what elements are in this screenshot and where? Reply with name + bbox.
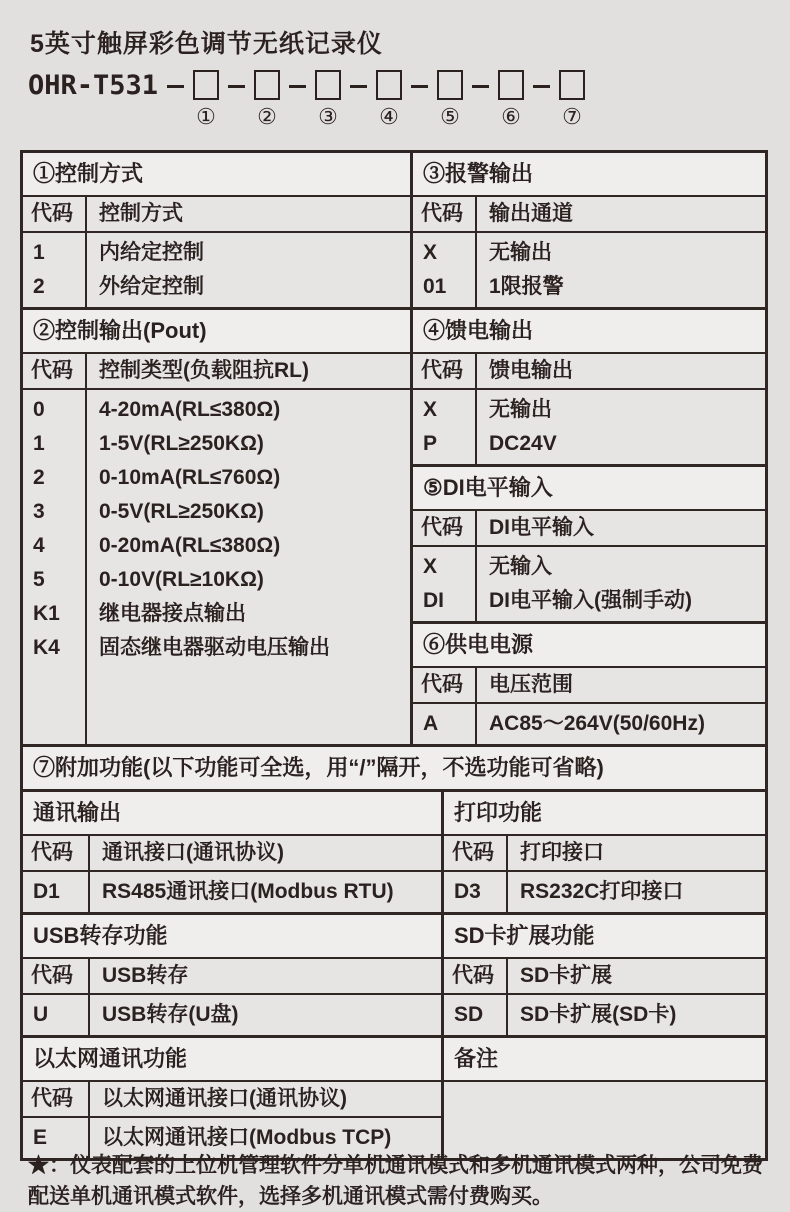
description-column bbox=[477, 547, 765, 621]
section-comm-output bbox=[23, 792, 441, 912]
code-header-cell: 代码 bbox=[413, 354, 477, 388]
code-cell: 5 bbox=[33, 568, 45, 591]
model-ordering-code bbox=[28, 70, 585, 129]
model-slot-box bbox=[254, 70, 280, 100]
description-column bbox=[90, 995, 441, 1035]
footnote: ★：仪表配套的上位机管理软件分单机通讯模式和多机通讯模式两种，公司免费配送单机通讯模式软件，选择多机通讯模式需付费购买。 bbox=[28, 1154, 763, 1208]
section-body bbox=[413, 233, 765, 307]
section-feed-output bbox=[413, 307, 765, 464]
section-sd-function bbox=[444, 912, 765, 1035]
section-remark bbox=[444, 1035, 765, 1158]
model-slot-6 bbox=[498, 70, 524, 129]
code-header-cell: 代码 bbox=[444, 959, 508, 993]
section-title: ③报警输出 bbox=[413, 153, 765, 197]
main-left-column bbox=[23, 153, 413, 744]
code-cell: A bbox=[423, 712, 439, 735]
section-subheader bbox=[413, 354, 765, 390]
extra-left-column bbox=[23, 792, 444, 1158]
description-cell: 1限报警 bbox=[489, 275, 564, 298]
code-cell: 01 bbox=[423, 275, 447, 298]
code-column bbox=[413, 547, 477, 621]
section-subheader bbox=[23, 1082, 441, 1118]
position-number: ⑤ bbox=[440, 104, 460, 129]
section-body bbox=[413, 390, 765, 464]
description-column bbox=[508, 995, 765, 1035]
label-header-cell: 打印接口 bbox=[520, 841, 604, 864]
section-title: ⑥供电电源 bbox=[413, 624, 765, 668]
section-control-mode bbox=[23, 153, 410, 307]
label-header-cell: 馈电输出 bbox=[489, 359, 573, 382]
description-column bbox=[508, 872, 765, 912]
description-cell: 4-20mA(RL≤380Ω) bbox=[99, 398, 281, 421]
section-subheader bbox=[413, 197, 765, 233]
label-header-cell: 电压范围 bbox=[489, 673, 573, 696]
model-slot-5 bbox=[437, 70, 463, 129]
model-slot-2 bbox=[254, 70, 280, 129]
section-alarm-output bbox=[413, 153, 765, 307]
section-body bbox=[23, 872, 441, 912]
section-extra-functions-header: ⑦附加功能(以下功能可全选，用“/”隔开，不选功能可省略) bbox=[23, 744, 765, 792]
code-cell: U bbox=[33, 1003, 49, 1026]
code-cell: 4 bbox=[33, 534, 45, 557]
section-ethernet-function bbox=[23, 1035, 441, 1158]
label-header-cell: 通讯接口(通讯协议) bbox=[102, 841, 284, 864]
code-header-cell: 代码 bbox=[23, 959, 90, 993]
description-cell: RS485通讯接口(Modbus RTU) bbox=[102, 880, 394, 903]
code-header-cell: 代码 bbox=[23, 354, 87, 388]
code-header-cell: 代码 bbox=[444, 836, 508, 870]
description-column bbox=[477, 390, 765, 464]
section-title: ①控制方式 bbox=[23, 153, 410, 197]
main-right-column bbox=[413, 153, 765, 744]
code-cell: 3 bbox=[33, 500, 45, 523]
section-usb-function bbox=[23, 912, 441, 1035]
code-cell: K4 bbox=[33, 636, 60, 659]
dash-separator bbox=[350, 85, 367, 88]
label-header-cell: 以太网通讯接口(通讯协议) bbox=[102, 1087, 347, 1110]
dash-separator bbox=[472, 85, 489, 88]
code-cell: 1 bbox=[33, 241, 45, 264]
section-subheader bbox=[23, 354, 410, 390]
code-column bbox=[23, 390, 87, 744]
code-header-cell: 代码 bbox=[23, 1082, 90, 1116]
model-slot-box bbox=[376, 70, 402, 100]
description-cell: 无输出 bbox=[489, 241, 552, 264]
code-column bbox=[444, 995, 508, 1035]
model-slot-box bbox=[193, 70, 219, 100]
dash-separator bbox=[411, 85, 428, 88]
label-header-cell: SD卡扩展 bbox=[520, 964, 613, 987]
section-body bbox=[23, 390, 410, 744]
position-number: ③ bbox=[318, 104, 338, 129]
section-body bbox=[23, 995, 441, 1035]
position-number: ⑥ bbox=[501, 104, 521, 129]
section-title: 通讯输出 bbox=[23, 792, 441, 836]
model-prefix: OHR-T531 bbox=[28, 70, 159, 101]
model-slot-box bbox=[315, 70, 341, 100]
section-subheader bbox=[444, 836, 765, 872]
code-cell: SD bbox=[454, 1003, 484, 1026]
code-header-cell: 代码 bbox=[413, 511, 477, 545]
section-power-supply bbox=[413, 621, 765, 744]
dash-separator bbox=[167, 85, 184, 88]
section-title: 以太网通讯功能 bbox=[23, 1038, 441, 1082]
description-cell: 0-20mA(RL≤380Ω) bbox=[99, 534, 281, 557]
model-slot-4 bbox=[376, 70, 402, 129]
description-cell: 继电器接点输出 bbox=[99, 602, 246, 625]
section-subheader bbox=[444, 959, 765, 995]
section-body bbox=[23, 233, 410, 307]
description-cell: 0-10V(RL≥10KΩ) bbox=[99, 568, 264, 591]
section-title: ②控制输出(Pout) bbox=[23, 310, 410, 354]
section-title: USB转存功能 bbox=[23, 915, 441, 959]
position-number: ④ bbox=[379, 104, 399, 129]
description-cell: 0-5V(RL≥250KΩ) bbox=[99, 500, 264, 523]
description-cell: 内给定控制 bbox=[99, 241, 204, 264]
section-subheader bbox=[23, 836, 441, 872]
description-column bbox=[477, 233, 765, 307]
model-slot-box bbox=[498, 70, 524, 100]
label-header-cell: 输出通道 bbox=[489, 202, 573, 225]
description-cell: 固态继电器驱动电压输出 bbox=[99, 636, 330, 659]
description-cell: USB转存(U盘) bbox=[102, 1003, 239, 1026]
code-header-cell: 代码 bbox=[23, 197, 87, 231]
position-number: ⑦ bbox=[562, 104, 582, 129]
code-cell: X bbox=[423, 555, 438, 578]
code-column bbox=[413, 704, 477, 744]
description-column bbox=[90, 872, 441, 912]
section-body bbox=[444, 872, 765, 912]
code-cell: 0 bbox=[33, 398, 45, 421]
description-cell: RS232C打印接口 bbox=[520, 880, 684, 903]
code-column bbox=[23, 233, 87, 307]
section-title: 打印功能 bbox=[444, 792, 765, 836]
model-selection-table bbox=[20, 150, 768, 1161]
code-header-cell: 代码 bbox=[23, 836, 90, 870]
code-cell: 2 bbox=[33, 275, 45, 298]
dash-separator bbox=[533, 85, 550, 88]
code-cell: 2 bbox=[33, 466, 45, 489]
extra-right-column bbox=[444, 792, 765, 1158]
code-column bbox=[23, 995, 90, 1035]
label-header-cell: DI电平输入 bbox=[489, 516, 594, 539]
position-number: ② bbox=[257, 104, 277, 129]
description-cell: DC24V bbox=[489, 432, 557, 455]
section-print-function bbox=[444, 792, 765, 912]
section-title: 备注 bbox=[444, 1038, 765, 1082]
section-body bbox=[444, 995, 765, 1035]
code-cell: X bbox=[423, 398, 438, 421]
code-header-cell: 代码 bbox=[413, 197, 477, 231]
main-region bbox=[23, 153, 765, 744]
description-cell: 1-5V(RL≥250KΩ) bbox=[99, 432, 264, 455]
section-title: ④馈电输出 bbox=[413, 310, 765, 354]
description-cell: AC85～264V(50/60Hz) bbox=[489, 712, 705, 735]
model-slot-box bbox=[559, 70, 585, 100]
position-number: ① bbox=[196, 104, 216, 129]
section-subheader bbox=[413, 511, 765, 547]
model-slot-7 bbox=[559, 70, 585, 129]
description-cell: 以太网通讯接口(Modbus TCP) bbox=[102, 1126, 392, 1149]
description-cell: 无输出 bbox=[489, 398, 552, 421]
section-title: ⑤DI电平输入 bbox=[413, 467, 765, 511]
section-body bbox=[413, 704, 765, 744]
code-cell: X bbox=[423, 241, 438, 264]
code-cell: DI bbox=[423, 589, 444, 612]
code-header-cell: 代码 bbox=[413, 668, 477, 702]
description-cell: 0-10mA(RL≤760Ω) bbox=[99, 466, 281, 489]
dash-separator bbox=[228, 85, 245, 88]
model-slot-3 bbox=[315, 70, 341, 129]
description-cell: 外给定控制 bbox=[99, 275, 204, 298]
code-cell: D3 bbox=[454, 880, 481, 903]
code-column bbox=[444, 872, 508, 912]
description-column bbox=[87, 390, 410, 744]
page-title: 5英寸触屏彩色调节无纸记录仪 bbox=[30, 30, 383, 58]
code-column bbox=[413, 390, 477, 464]
code-cell: D1 bbox=[33, 880, 60, 903]
code-column bbox=[413, 233, 477, 307]
description-column bbox=[87, 233, 410, 307]
code-cell: E bbox=[33, 1126, 48, 1149]
remark-empty-cell bbox=[444, 1082, 765, 1158]
section-body bbox=[413, 547, 765, 621]
code-cell: P bbox=[423, 432, 438, 455]
code-column bbox=[23, 872, 90, 912]
code-cell: 1 bbox=[33, 432, 45, 455]
section-di-input bbox=[413, 464, 765, 621]
description-cell: 无输入 bbox=[489, 555, 552, 578]
model-slot-1 bbox=[193, 70, 219, 129]
model-slot-box bbox=[437, 70, 463, 100]
section-control-output bbox=[23, 307, 410, 744]
section-title: SD卡扩展功能 bbox=[444, 915, 765, 959]
label-header-cell: 控制类型(负载阻抗RL) bbox=[99, 359, 309, 382]
description-column bbox=[477, 704, 765, 744]
extra-functions-region bbox=[23, 792, 765, 1158]
description-cell: SD卡扩展(SD卡) bbox=[520, 1003, 677, 1026]
section-subheader bbox=[23, 197, 410, 233]
dash-separator bbox=[289, 85, 306, 88]
label-header-cell: USB转存 bbox=[102, 964, 189, 987]
section-subheader bbox=[23, 959, 441, 995]
label-header-cell: 控制方式 bbox=[99, 202, 183, 225]
code-cell: K1 bbox=[33, 602, 60, 625]
description-cell: DI电平输入(强制手动) bbox=[489, 589, 692, 612]
section-subheader bbox=[413, 668, 765, 704]
